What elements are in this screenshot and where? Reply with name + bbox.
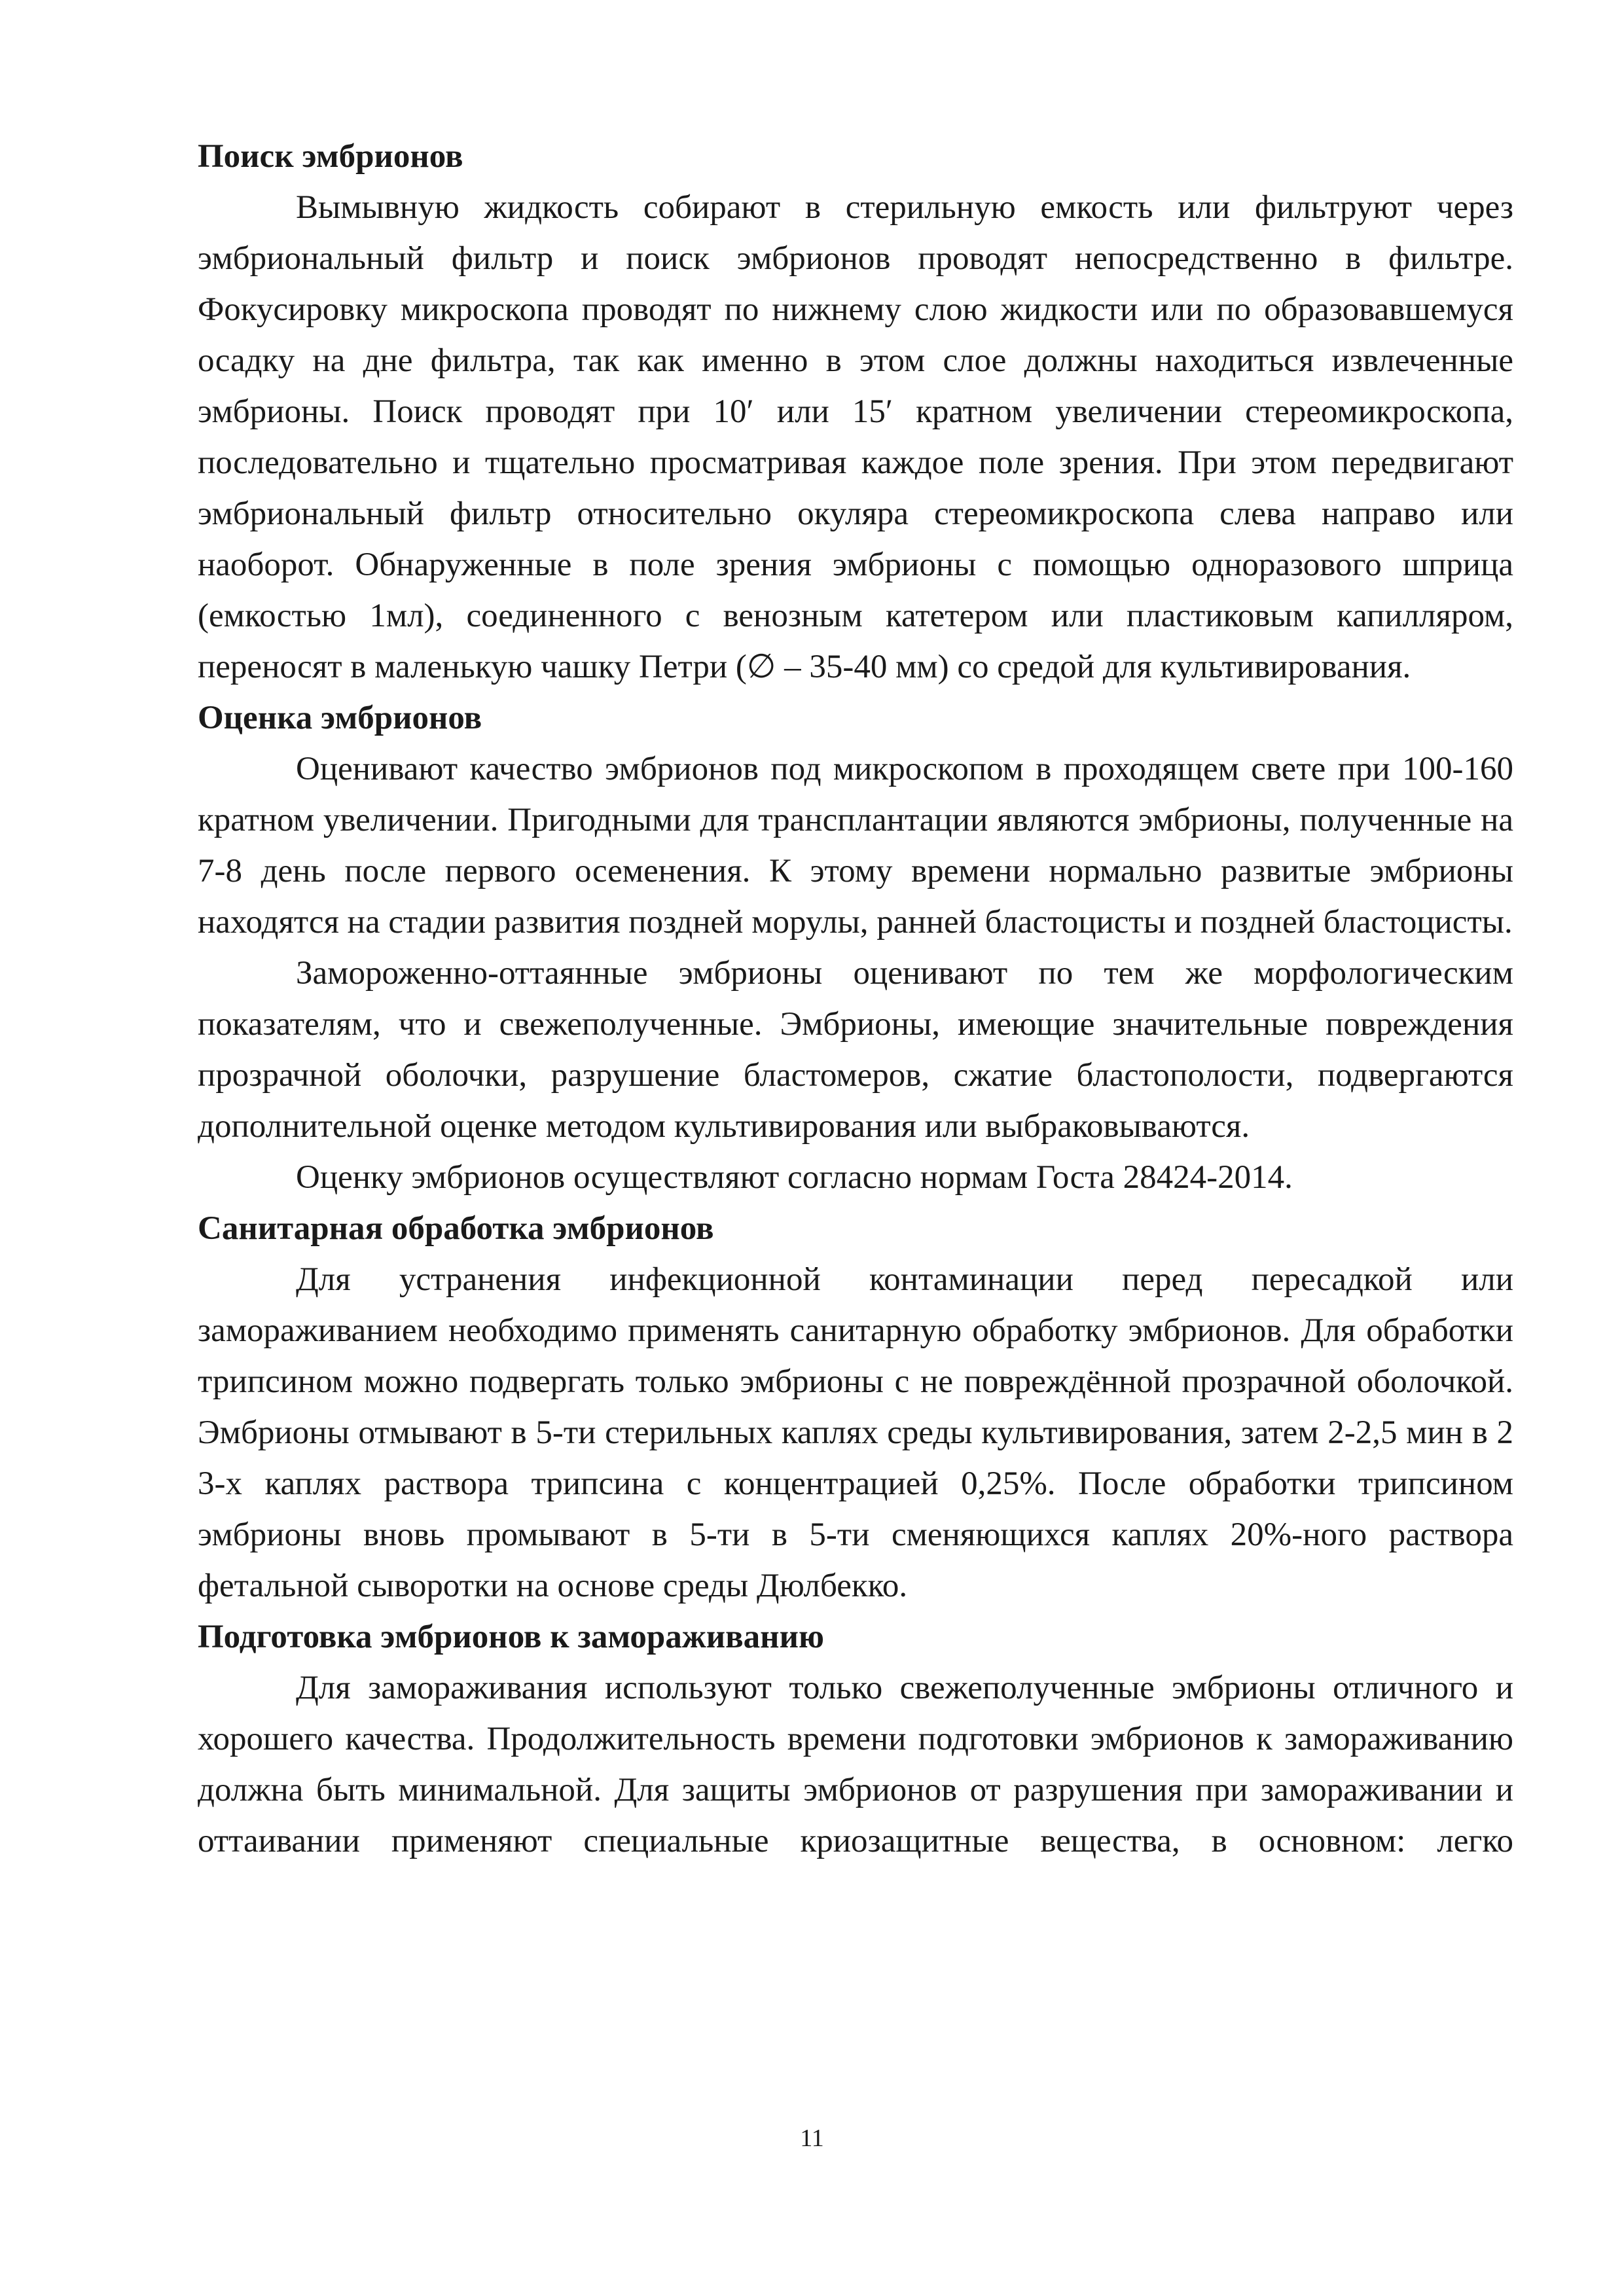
paragraph-embryo-evaluation-3: Оценку эмбрионов осуществляют согласно нормам Госта 28424-2014. — [296, 1159, 1293, 1196]
section-heading-sanitary-treatment: Санитарная обработка эмбрионов — [198, 1210, 714, 1247]
paragraph-freezing-preparation: Для замораживания используют только свежеполученные эмбрионы отличного и хорошего качества. Продолжительность времени подготовки эмбрионов к замораживанию должна быть минимальной. Для защиты эмбрионов от разрушения при замораживании и оттаивании применяют специальные криозащитные вещества, в основном: легко — [198, 1670, 1513, 1859]
page-number: 11 — [800, 2125, 824, 2152]
section-heading-embryo-search: Поиск эмбрионов — [198, 138, 463, 175]
paragraph-sanitary-treatment: Для устранения инфекционной контаминации перед пересадкой или замораживанием необходимо применять санитарную обработку эмбрионов. Для обработки трипсином можно подвергать только эмбрионы с не повреждённой прозрачной оболочкой. Эмбрионы отмывают в 5-ти стерильных каплях среды культивирования, затем 2-2,5 мин в 2 3-х каплях раствора трипсина с концентрацией 0,25%. После обработки трипсином эмбрионы вновь промывают в 5-ти в 5-ти сменяющихся каплях 20%-ного раствора фетальной сыворотки на основе среды Дюлбекко. — [198, 1261, 1513, 1604]
section-heading-embryo-evaluation: Оценка эмбрионов — [198, 700, 482, 736]
paragraph-embryo-evaluation-1: Оценивают качество эмбрионов под микроскопом в проходящем свете при 100-160 кратном увеличении. Пригодными для трансплантации являются эмбрионы, полученные на 7-8 день после первого осеменения. К этому времени нормально развитые эмбрионы находятся на стадии развития поздней морулы, ранней бластоцисты и поздней бластоцисты. — [198, 751, 1513, 941]
section-heading-freezing-preparation: Подготовка эмбрионов к замораживанию — [198, 1619, 824, 1655]
document-page — [198, 131, 1513, 1867]
paragraph-embryo-evaluation-2: Замороженно-оттаянные эмбрионы оценивают по тем же морфологическим показателям, что и свежеполученные. Эмбрионы, имеющие значительные повреждения прозрачной оболочки, разрушение бластомеров, сжатие бластополости, подвергаются дополнительной оценке методом культивирования или выбраковываются. — [198, 955, 1513, 1145]
paragraph-embryo-search: Вымывную жидкость собирают в стерильную емкость или фильтруют через эмбриональный фильтр и поиск эмбрионов проводят непосредственно в фильтре. Фокусировку микроскопа проводят по нижнему слою жидкости или по образовавшемуся осадку на дне фильтра, так как именно в этом слое должны находиться извлеченные эмбрионы. Поиск проводят при 10′ или 15′ кратном увеличении стереомикроскопа, последовательно и тщательно просматривая каждое поле зрения. При этом передвигают эмбриональный фильтр относительно окуляра стереомикроскопа слева направо или наоборот. Обнаруженные в поле зрения эмбрионы с помощью одноразового шприца (емкостью 1мл), соединенного с венозным катетером или пластиковым капилляром, переносят в маленькую чашку Петри (∅ – 35-40 мм) со средой для культивирования. — [198, 189, 1513, 685]
